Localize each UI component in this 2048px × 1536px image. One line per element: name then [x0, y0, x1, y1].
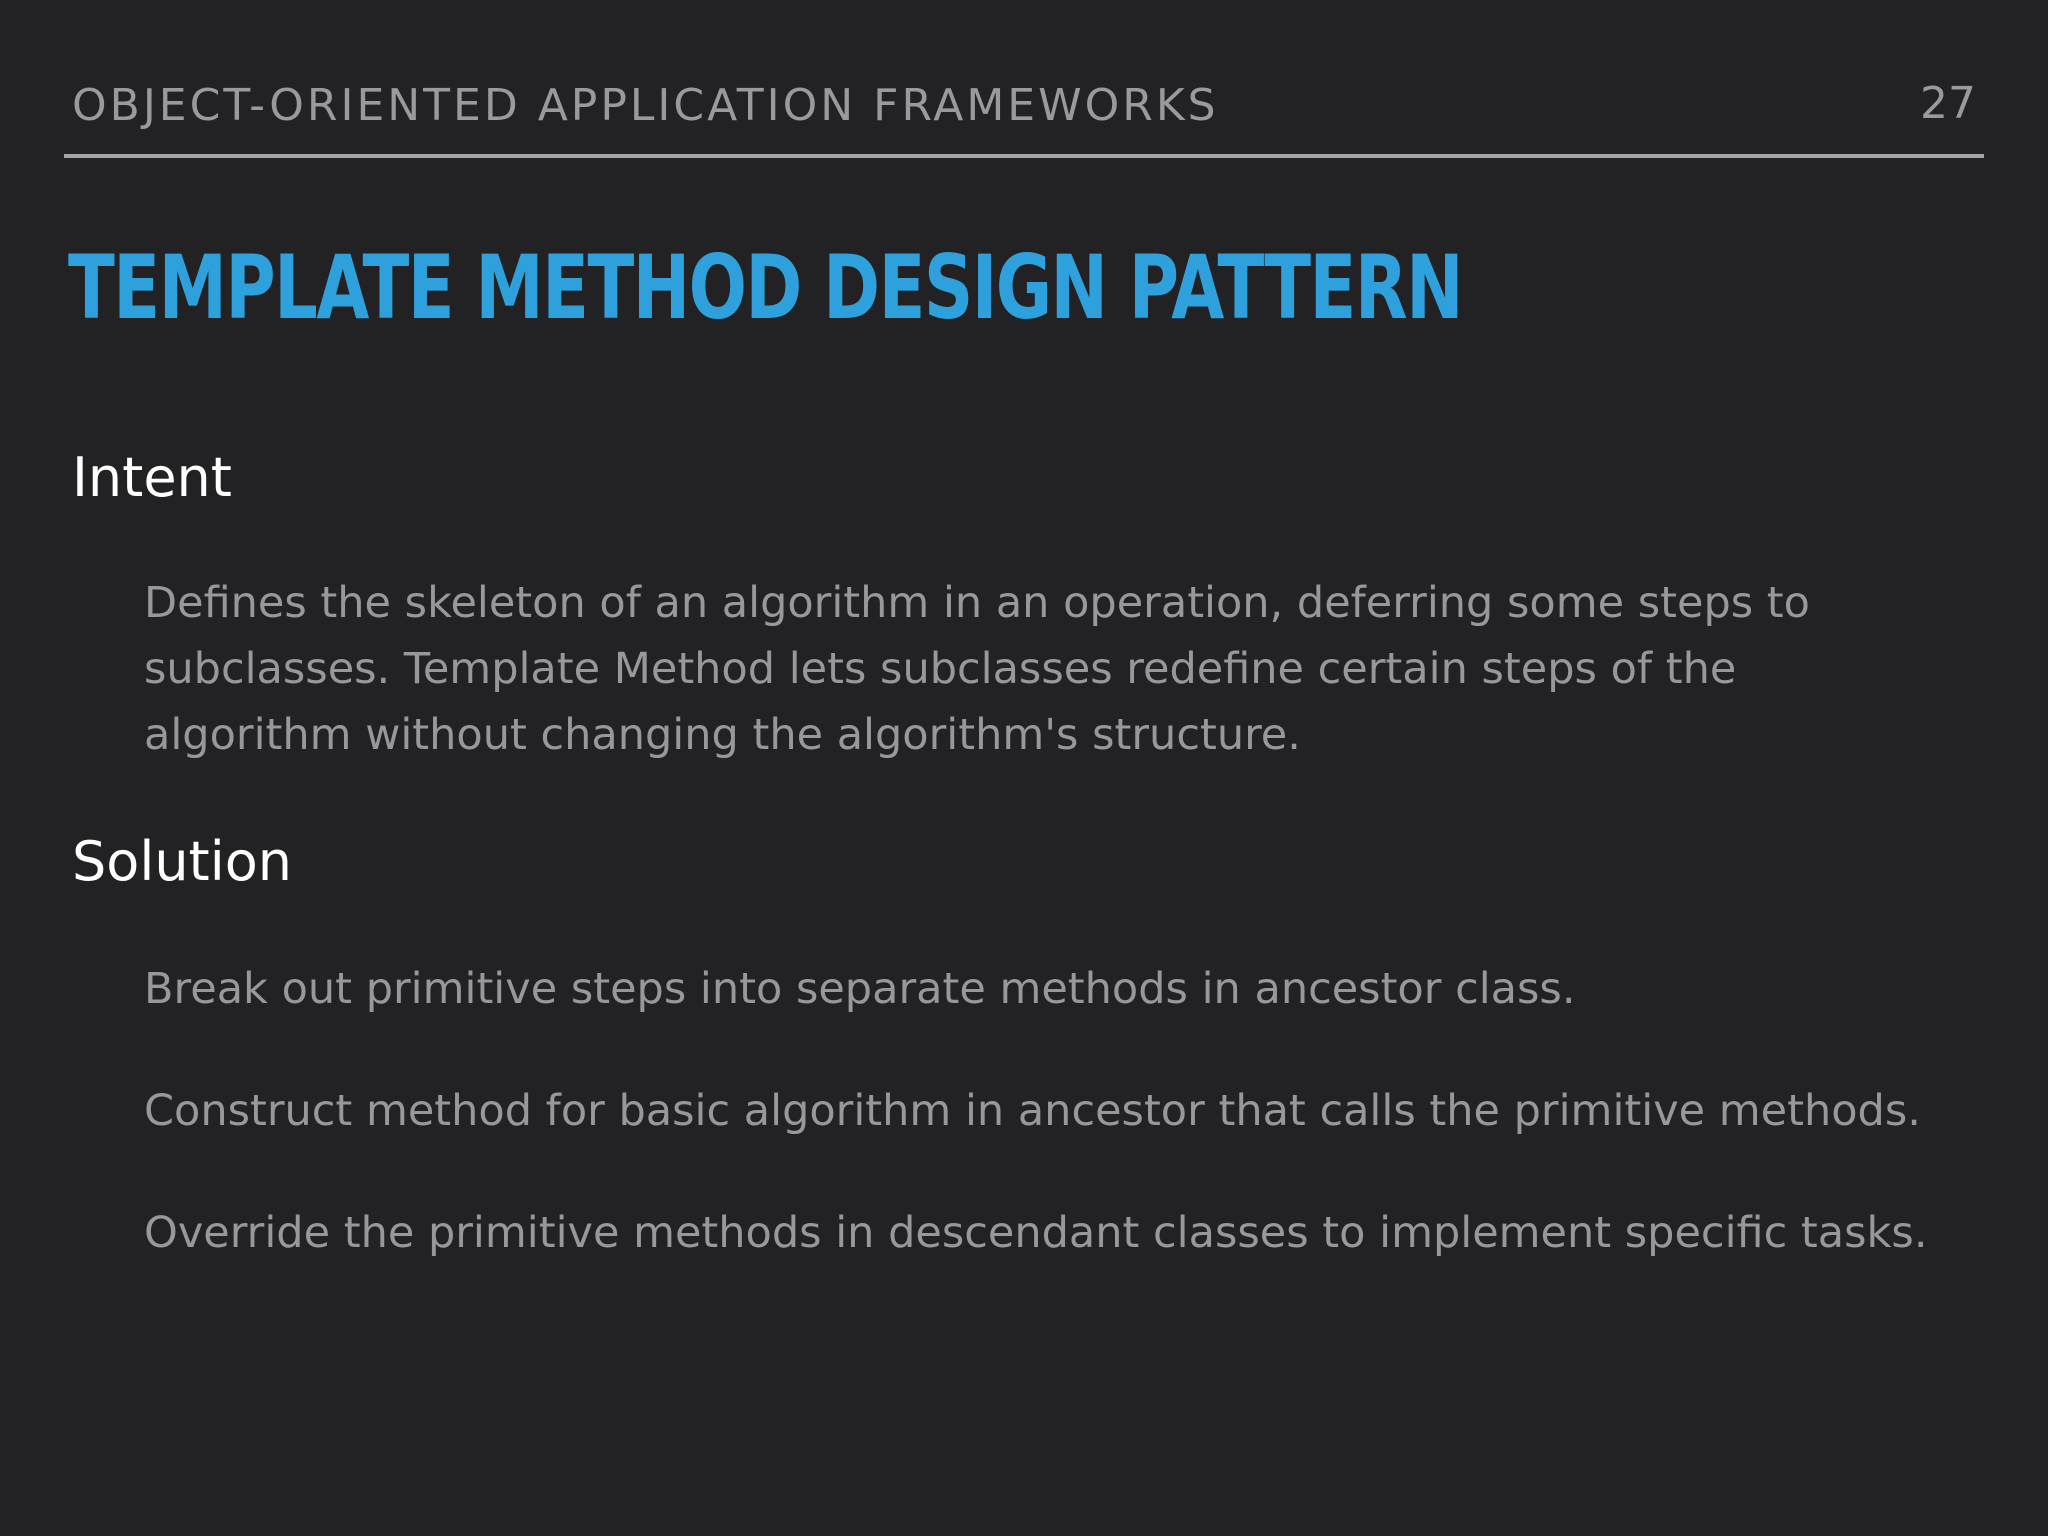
solution-item: Construct method for basic algorithm in ancestor that calls the primitive methods. — [144, 1086, 1921, 1136]
intent-line: subclasses. Template Method lets subclasses redefine certain steps of the — [144, 644, 1737, 694]
page-number: 27 — [1920, 78, 1976, 129]
intent-heading: Intent — [72, 446, 232, 509]
intent-paragraph — [144, 570, 1924, 768]
solution-item: Break out primitive steps into separate methods in ancestor class. — [144, 964, 1576, 1014]
intent-line: Defines the skeleton of an algorithm in an operation, deferring some steps to — [144, 578, 1810, 628]
header-divider — [64, 154, 1984, 158]
intent-line: algorithm without changing the algorithm's structure. — [144, 710, 1301, 760]
solution-item: Override the primitive methods in descendant classes to implement specific tasks. — [144, 1208, 1928, 1258]
header-title: OBJECT-ORIENTED APPLICATION FRAMEWORKS — [72, 80, 1219, 131]
slide-title: TEMPLATE METHOD DESIGN PATTERN — [68, 236, 1463, 339]
solution-heading: Solution — [72, 830, 292, 893]
